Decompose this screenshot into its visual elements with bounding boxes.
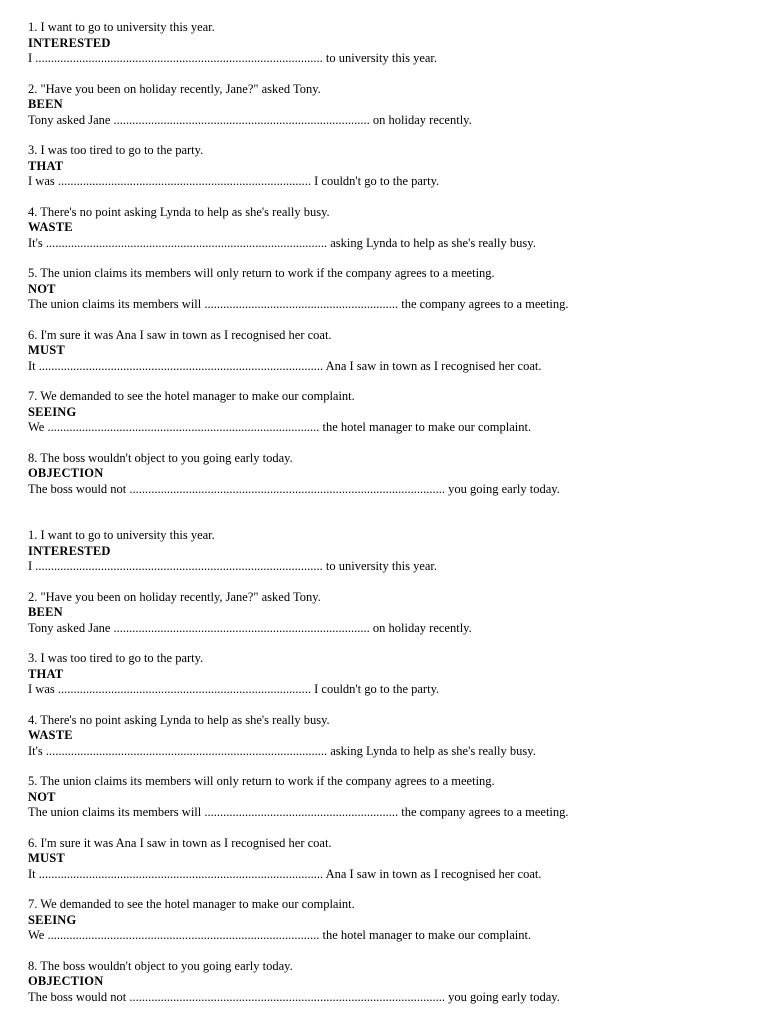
keyword: OBJECTION bbox=[28, 466, 104, 480]
keyword: WASTE bbox=[28, 728, 73, 742]
exercise-item-5 bbox=[28, 774, 758, 836]
original-sentence: 1. I want to go to university this year. bbox=[28, 528, 215, 542]
answer-line: I ............................................................................................ to university this year. bbox=[28, 559, 438, 573]
original-sentence: 4. There's no point asking Lynda to help as she's really busy. bbox=[28, 712, 330, 727]
keyword: OBJECTION bbox=[28, 974, 104, 988]
keyword: BEEN bbox=[28, 605, 63, 619]
answer-line: It ........................................................................................... Ana I saw in town as I recognised her coat. bbox=[28, 866, 542, 881]
original-sentence: 5. The union claims its members will only return to work if the company agrees to a meeting. bbox=[28, 774, 495, 788]
answer-line: We ....................................................................................... the hotel manager to make our complaint. bbox=[28, 420, 532, 434]
answer-line: I was ................................................................................. I couldn't go to the party. bbox=[28, 174, 440, 188]
answer-line: We ....................................................................................... the hotel manager to make our complaint. bbox=[28, 928, 532, 942]
original-sentence: 4. There's no point asking Lynda to help as she's really busy. bbox=[28, 204, 330, 219]
exercise-item-6 bbox=[28, 836, 758, 898]
answer-line: It ........................................................................................... Ana I saw in town as I recognised her coat. bbox=[28, 358, 542, 373]
keyword: THAT bbox=[28, 666, 64, 681]
original-sentence: 2. "Have you been on holiday recently, Jane?" asked Tony. bbox=[28, 589, 321, 604]
original-sentence: 2. "Have you been on holiday recently, Jane?" asked Tony. bbox=[28, 81, 321, 96]
keyword: INTERESTED bbox=[28, 35, 111, 50]
keyword: WASTE bbox=[28, 220, 73, 234]
original-sentence: 7. We demanded to see the hotel manager to make our complaint. bbox=[28, 897, 355, 911]
exercise-item-6 bbox=[28, 328, 758, 390]
answer-line: The union claims its members will .............................................................. the company agrees to a meeting. bbox=[28, 805, 569, 819]
exercise-item-5 bbox=[28, 266, 758, 328]
original-sentence: 5. The union claims its members will only return to work if the company agrees to a meeting. bbox=[28, 266, 495, 280]
exercise-item-2 bbox=[28, 590, 758, 652]
answer-line: Tony asked Jane .................................................................................. on holiday recently. bbox=[28, 620, 472, 635]
keyword: MUST bbox=[28, 343, 65, 357]
exercise-item-8 bbox=[28, 959, 758, 1021]
keyword: THAT bbox=[28, 158, 64, 173]
keyword: SEEING bbox=[28, 912, 77, 927]
original-sentence: 7. We demanded to see the hotel manager to make our complaint. bbox=[28, 389, 355, 403]
keyword: NOT bbox=[28, 789, 56, 804]
original-sentence: 6. I'm sure it was Ana I saw in town as I recognised her coat. bbox=[28, 327, 332, 342]
exercise-item-3 bbox=[28, 143, 758, 205]
answer-line: Tony asked Jane .................................................................................. on holiday recently. bbox=[28, 112, 472, 127]
exercise-item-7 bbox=[28, 389, 758, 451]
original-sentence: 3. I was too tired to go to the party. bbox=[28, 143, 204, 157]
original-sentence: 6. I'm sure it was Ana I saw in town as I recognised her coat. bbox=[28, 835, 332, 850]
answer-line: I was ................................................................................. I couldn't go to the party. bbox=[28, 682, 440, 696]
exercise-item-4 bbox=[28, 713, 758, 775]
keyword: SEEING bbox=[28, 404, 77, 419]
original-sentence: 8. The boss wouldn't object to you going early today. bbox=[28, 958, 293, 973]
answer-line: It's .......................................................................................... asking Lynda to help as she's really busy. bbox=[28, 235, 536, 250]
original-sentence: 8. The boss wouldn't object to you going early today. bbox=[28, 450, 293, 465]
keyword: MUST bbox=[28, 851, 65, 865]
answer-line: The boss would not ..................................................................................................... you going early today. bbox=[28, 989, 560, 1004]
answer-line: The boss would not ..................................................................................................... you going early today. bbox=[28, 481, 560, 496]
exercise-item-4 bbox=[28, 205, 758, 267]
exercise-item-1 bbox=[28, 528, 758, 590]
keyword: INTERESTED bbox=[28, 543, 111, 558]
answer-line: I ............................................................................................ to university this year. bbox=[28, 51, 438, 65]
original-sentence: 1. I want to go to university this year. bbox=[28, 20, 215, 34]
exercise-item-1 bbox=[28, 20, 758, 82]
exercise-section-2 bbox=[28, 528, 758, 1020]
exercise-section-1 bbox=[28, 20, 758, 512]
answer-line: It's .......................................................................................... asking Lynda to help as she's really busy. bbox=[28, 743, 536, 758]
answer-line: The union claims its members will .............................................................. the company agrees to a meeting. bbox=[28, 297, 569, 311]
exercise-item-7 bbox=[28, 897, 758, 959]
exercise-item-3 bbox=[28, 651, 758, 713]
keyword: NOT bbox=[28, 281, 56, 296]
exercise-item-2 bbox=[28, 82, 758, 144]
original-sentence: 3. I was too tired to go to the party. bbox=[28, 651, 204, 665]
keyword: BEEN bbox=[28, 97, 63, 111]
exercise-item-8 bbox=[28, 451, 758, 513]
